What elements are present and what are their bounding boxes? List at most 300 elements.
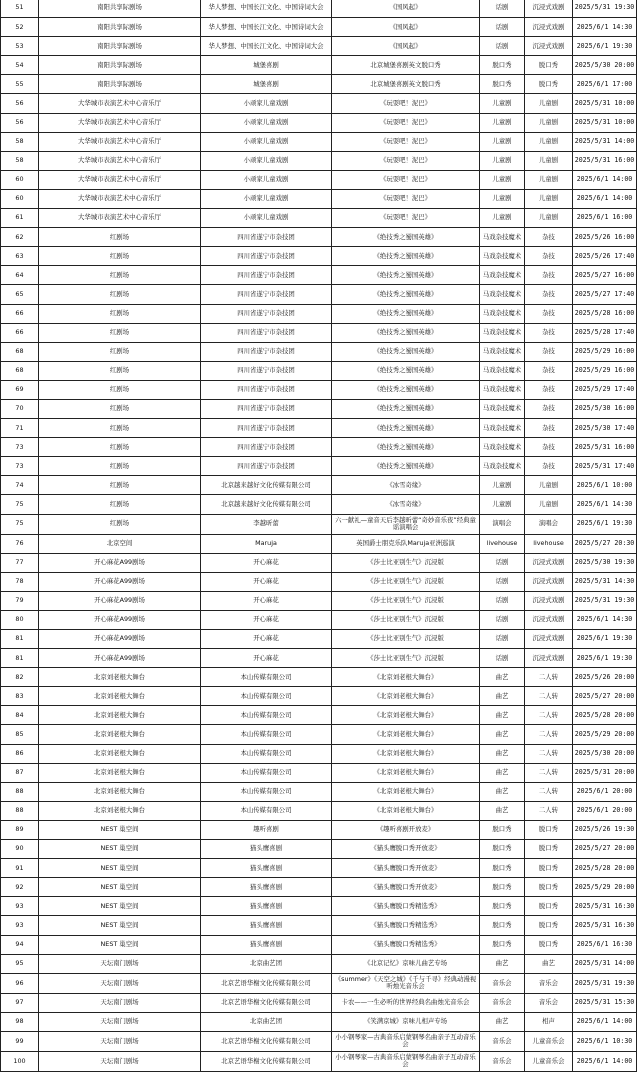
genre-cell: 儿童剧 [525, 113, 573, 132]
row-number: 96 [1, 973, 39, 993]
row-number: 93 [1, 897, 39, 916]
table-row [1, 610, 637, 629]
category-cell: 话剧 [480, 553, 525, 572]
datetime-cell: 2025/5/31 14:30 [573, 572, 637, 591]
genre-cell: 二人转 [525, 668, 573, 687]
table-row [1, 1031, 637, 1051]
genre-cell: 二人转 [525, 687, 573, 706]
category-cell: 话剧 [480, 0, 525, 18]
row-number: 60 [1, 189, 39, 208]
organizer-cell: 四川省遂宁市杂技团 [201, 361, 332, 380]
venue-cell: 开心麻花A99剧场 [39, 630, 201, 649]
genre-cell: 儿童音乐会 [525, 1031, 573, 1051]
table-row [1, 209, 637, 228]
table-row [1, 820, 637, 839]
genre-cell: 杂技 [525, 380, 573, 399]
row-number: 62 [1, 228, 39, 247]
row-number: 61 [1, 209, 39, 228]
category-cell: 脱口秀 [480, 897, 525, 916]
organizer-cell: 猫头鹰喜剧 [201, 859, 332, 878]
genre-cell: 沉浸式戏剧 [525, 572, 573, 591]
table-row [1, 859, 637, 878]
organizer-cell: 四川省遂宁市杂技团 [201, 247, 332, 266]
genre-cell: 脱口秀 [525, 75, 573, 94]
organizer-cell: 猫头鹰喜剧 [201, 840, 332, 859]
venue-cell: 红剧场 [39, 495, 201, 514]
venue-cell: 天坛南门剧场 [39, 993, 201, 1012]
genre-cell: 杂技 [525, 342, 573, 361]
row-number: 88 [1, 801, 39, 820]
category-cell: 脱口秀 [480, 916, 525, 935]
genre-cell: 儿童剧 [525, 495, 573, 514]
organizer-cell: 猫头鹰喜剧 [201, 935, 332, 954]
category-cell: 曲艺 [480, 801, 525, 820]
organizer-cell: 猫头鹰喜剧 [201, 878, 332, 897]
venue-cell: 开心麻花A99剧场 [39, 610, 201, 629]
table-row [1, 247, 637, 266]
datetime-cell: 2025/5/30 19:30 [573, 553, 637, 572]
table-row [1, 572, 637, 591]
category-cell: 马戏杂技魔术 [480, 323, 525, 342]
venue-cell: 南阳共享际剧场 [39, 0, 201, 18]
venue-cell: 南阳共享际剧场 [39, 56, 201, 75]
venue-cell: NEST 巢空间 [39, 820, 201, 839]
table-row [1, 304, 637, 323]
program-cell: 《莎士比亚别生气》沉浸版 [332, 591, 480, 610]
venue-cell: NEST 巢空间 [39, 840, 201, 859]
table-row [1, 0, 637, 18]
genre-cell: 杂技 [525, 247, 573, 266]
genre-cell: 脱口秀 [525, 56, 573, 75]
table-row [1, 266, 637, 285]
program-cell: 《冰雪奇缘》 [332, 495, 480, 514]
category-cell: 马戏杂技魔术 [480, 361, 525, 380]
genre-cell: 儿童剧 [525, 94, 573, 113]
category-cell: 儿童剧 [480, 476, 525, 495]
table-row [1, 935, 637, 954]
organizer-cell: 李越昕蕾 [201, 514, 332, 534]
datetime-cell: 2025/6/1 20:00 [573, 801, 637, 820]
program-cell: 北京城堡喜剧英文脱口秀 [332, 56, 480, 75]
genre-cell: 二人转 [525, 801, 573, 820]
datetime-cell: 2025/5/29 16:00 [573, 342, 637, 361]
table-row [1, 18, 637, 37]
program-cell: 《玩耍吧！泥巴》 [332, 209, 480, 228]
datetime-cell: 2025/5/26 19:30 [573, 820, 637, 839]
category-cell: 儿童剧 [480, 113, 525, 132]
table-row [1, 840, 637, 859]
datetime-cell: 2025/5/29 16:00 [573, 361, 637, 380]
category-cell: 马戏杂技魔术 [480, 457, 525, 476]
genre-cell: 杂技 [525, 285, 573, 304]
table-row [1, 56, 637, 75]
datetime-cell: 2025/5/31 20:00 [573, 763, 637, 782]
row-number: 53 [1, 37, 39, 56]
venue-cell: 大华城市表演艺术中心音乐厅 [39, 132, 201, 151]
program-cell: 《绝技秀之蜀国英雄》 [332, 228, 480, 247]
venue-cell: 红剧场 [39, 342, 201, 361]
genre-cell: 儿童剧 [525, 151, 573, 170]
category-cell: 曲艺 [480, 1012, 525, 1031]
genre-cell: 脱口秀 [525, 859, 573, 878]
datetime-cell: 2025/6/1 19:30 [573, 649, 637, 668]
venue-cell: 大华城市表演艺术中心音乐厅 [39, 94, 201, 113]
table-row [1, 1012, 637, 1031]
category-cell: livehouse [480, 534, 525, 553]
table-row [1, 591, 637, 610]
datetime-cell: 2025/6/1 14:30 [573, 18, 637, 37]
row-number: 55 [1, 75, 39, 94]
table-row [1, 763, 637, 782]
program-cell: 《绝技秀之蜀国英雄》 [332, 380, 480, 399]
genre-cell: 沉浸式戏剧 [525, 37, 573, 56]
table-row [1, 438, 637, 457]
datetime-cell: 2025/5/30 17:40 [573, 419, 637, 438]
datetime-cell: 2025/6/1 10:00 [573, 476, 637, 495]
venue-cell: 天坛南门剧场 [39, 973, 201, 993]
datetime-cell: 2025/5/27 20:30 [573, 534, 637, 553]
genre-cell: 二人转 [525, 763, 573, 782]
program-cell: 《玩耍吧！泥巴》 [332, 151, 480, 170]
venue-cell: 南阳共享际剧场 [39, 37, 201, 56]
venue-cell: 开心麻花A99剧场 [39, 649, 201, 668]
venue-cell: 北京刘老根大舞台 [39, 801, 201, 820]
organizer-cell: 小顽家儿童戏剧 [201, 170, 332, 189]
table-row [1, 476, 637, 495]
organizer-cell: 四川省遂宁市杂技团 [201, 457, 332, 476]
venue-cell: 北京刘老根大舞台 [39, 706, 201, 725]
genre-cell: 脱口秀 [525, 878, 573, 897]
category-cell: 马戏杂技魔术 [480, 399, 525, 418]
datetime-cell: 2025/6/1 19:30 [573, 630, 637, 649]
program-cell: 《绝技秀之蜀国英雄》 [332, 285, 480, 304]
genre-cell: 脱口秀 [525, 916, 573, 935]
organizer-cell: 华人梦想、中国长江文化、中国诗词大会 [201, 37, 332, 56]
row-number: 58 [1, 151, 39, 170]
datetime-cell: 2025/5/31 16:00 [573, 438, 637, 457]
row-number: 66 [1, 323, 39, 342]
category-cell: 音乐会 [480, 1051, 525, 1071]
organizer-cell: 北京曲艺团 [201, 1012, 332, 1031]
genre-cell: 杂技 [525, 457, 573, 476]
datetime-cell: 2025/5/31 10:00 [573, 94, 637, 113]
genre-cell: 二人转 [525, 782, 573, 801]
category-cell: 儿童剧 [480, 94, 525, 113]
row-number: 51 [1, 0, 39, 18]
table-row [1, 361, 637, 380]
row-number: 70 [1, 399, 39, 418]
datetime-cell: 2025/5/28 17:40 [573, 323, 637, 342]
program-cell: 《北京刘老根大舞台》 [332, 782, 480, 801]
program-cell: 《绝技秀之蜀国英雄》 [332, 399, 480, 418]
category-cell: 话剧 [480, 18, 525, 37]
category-cell: 曲艺 [480, 744, 525, 763]
table-row [1, 323, 637, 342]
venue-cell: 大华城市表演艺术中心音乐厅 [39, 189, 201, 208]
organizer-cell: 本山传媒有限公司 [201, 744, 332, 763]
table-row [1, 993, 637, 1012]
category-cell: 脱口秀 [480, 56, 525, 75]
organizer-cell: 四川省遂宁市杂技团 [201, 399, 332, 418]
row-number: 76 [1, 534, 39, 553]
row-number: 56 [1, 113, 39, 132]
table-row [1, 37, 637, 56]
venue-cell: 红剧场 [39, 304, 201, 323]
venue-cell: NEST 巢空间 [39, 935, 201, 954]
venue-cell: NEST 巢空间 [39, 916, 201, 935]
category-cell: 脱口秀 [480, 935, 525, 954]
datetime-cell: 2025/6/1 16:30 [573, 935, 637, 954]
table-row [1, 189, 637, 208]
datetime-cell: 2025/5/26 16:00 [573, 228, 637, 247]
category-cell: 马戏杂技魔术 [480, 266, 525, 285]
genre-cell: 沉浸式戏剧 [525, 0, 573, 18]
program-cell: 《绝技秀之蜀国英雄》 [332, 438, 480, 457]
organizer-cell: 本山传媒有限公司 [201, 687, 332, 706]
category-cell: 儿童剧 [480, 495, 525, 514]
program-cell: 《莎士比亚别生气》沉浸版 [332, 610, 480, 629]
venue-cell: 红剧场 [39, 323, 201, 342]
program-cell: 小小钢琴家—古典音乐启蒙钢琴名曲亲子互动音乐会 [332, 1051, 480, 1071]
venue-cell: 红剧场 [39, 419, 201, 438]
program-cell: 《玩耍吧！泥巴》 [332, 170, 480, 189]
program-cell: 英国爵士朋克乐队Maruja亚洲巡演 [332, 534, 480, 553]
row-number: 86 [1, 744, 39, 763]
datetime-cell: 2025/6/1 14:30 [573, 495, 637, 514]
row-number: 93 [1, 916, 39, 935]
program-cell: 《莎士比亚别生气》沉浸版 [332, 630, 480, 649]
datetime-cell: 2025/5/31 16:00 [573, 151, 637, 170]
organizer-cell: 小顽家儿童戏剧 [201, 151, 332, 170]
organizer-cell: 小顽家儿童戏剧 [201, 113, 332, 132]
genre-cell: 杂技 [525, 304, 573, 323]
datetime-cell: 2025/6/1 20:00 [573, 782, 637, 801]
category-cell: 话剧 [480, 591, 525, 610]
genre-cell: 儿童剧 [525, 476, 573, 495]
genre-cell: 杂技 [525, 419, 573, 438]
datetime-cell: 2025/5/29 17:40 [573, 380, 637, 399]
category-cell: 曲艺 [480, 687, 525, 706]
venue-cell: 大华城市表演艺术中心音乐厅 [39, 151, 201, 170]
category-cell: 脱口秀 [480, 859, 525, 878]
row-number: 52 [1, 18, 39, 37]
table-row [1, 878, 637, 897]
table-row [1, 973, 637, 993]
row-number: 98 [1, 1012, 39, 1031]
row-number: 100 [1, 1051, 39, 1071]
venue-cell: 南阳共享际剧场 [39, 18, 201, 37]
table-row [1, 954, 637, 973]
program-cell: 《猫头鹰脱口秀开放麦》 [332, 840, 480, 859]
organizer-cell: 华人梦想、中国长江文化、中国诗词大会 [201, 18, 332, 37]
category-cell: 音乐会 [480, 1031, 525, 1051]
program-cell: 卡农——一生必听的世界经典名曲烛光音乐会 [332, 993, 480, 1012]
venue-cell: 红剧场 [39, 266, 201, 285]
genre-cell: 沉浸式戏剧 [525, 553, 573, 572]
organizer-cell: 城堡喜剧 [201, 75, 332, 94]
row-number: 58 [1, 132, 39, 151]
organizer-cell: 四川省遂宁市杂技团 [201, 419, 332, 438]
genre-cell: 音乐会 [525, 973, 573, 993]
venue-cell: 红剧场 [39, 247, 201, 266]
genre-cell: 脱口秀 [525, 820, 573, 839]
venue-cell: 南阳共享际剧场 [39, 75, 201, 94]
table-row [1, 285, 637, 304]
datetime-cell: 2025/5/31 14:00 [573, 132, 637, 151]
category-cell: 脱口秀 [480, 878, 525, 897]
program-cell: 《国风起》 [332, 18, 480, 37]
genre-cell: 沉浸式戏剧 [525, 610, 573, 629]
category-cell: 曲艺 [480, 954, 525, 973]
row-number: 54 [1, 56, 39, 75]
table-row [1, 706, 637, 725]
genre-cell: 儿童剧 [525, 132, 573, 151]
program-cell: 小小钢琴家—古典音乐启蒙钢琴名曲亲子互动音乐会 [332, 1031, 480, 1051]
program-cell: 《猫头鹰脱口秀精选秀》 [332, 935, 480, 954]
datetime-cell: 2025/5/29 20:00 [573, 878, 637, 897]
program-cell: 《莎士比亚别生气》沉浸版 [332, 649, 480, 668]
organizer-cell: 四川省遂宁市杂技团 [201, 228, 332, 247]
organizer-cell: 本山传媒有限公司 [201, 668, 332, 687]
datetime-cell: 2025/6/1 14:00 [573, 189, 637, 208]
category-cell: 曲艺 [480, 725, 525, 744]
datetime-cell: 2025/6/1 14:00 [573, 1012, 637, 1031]
table-row [1, 744, 637, 763]
program-cell: 《国风起》 [332, 37, 480, 56]
datetime-cell: 2025/5/31 16:30 [573, 916, 637, 935]
program-cell: 《绝技秀之蜀国英雄》 [332, 419, 480, 438]
row-number: 79 [1, 591, 39, 610]
category-cell: 演唱会 [480, 514, 525, 534]
program-cell: 《猫头鹰脱口秀开放麦》 [332, 878, 480, 897]
program-cell: 《绝技秀之蜀国英雄》 [332, 361, 480, 380]
category-cell: 脱口秀 [480, 820, 525, 839]
genre-cell: 脱口秀 [525, 935, 573, 954]
datetime-cell: 2025/5/26 17:40 [573, 247, 637, 266]
row-number: 56 [1, 94, 39, 113]
datetime-cell: 2025/5/31 15:30 [573, 993, 637, 1012]
organizer-cell: 城堡喜剧 [201, 56, 332, 75]
venue-cell: NEST 巢空间 [39, 878, 201, 897]
table-row [1, 514, 637, 534]
table-row [1, 495, 637, 514]
row-number: 95 [1, 954, 39, 973]
genre-cell: 杂技 [525, 266, 573, 285]
venue-cell: 红剧场 [39, 285, 201, 304]
genre-cell: 沉浸式戏剧 [525, 630, 573, 649]
program-cell: 《笑满京城》京味儿相声专场 [332, 1012, 480, 1031]
table-row [1, 668, 637, 687]
venue-cell: 天坛南门剧场 [39, 1012, 201, 1031]
datetime-cell: 2025/5/31 14:00 [573, 954, 637, 973]
category-cell: 儿童剧 [480, 209, 525, 228]
row-number: 60 [1, 170, 39, 189]
organizer-cell: 北京艺语华榭文化传媒有限公司 [201, 1031, 332, 1051]
genre-cell: 演唱会 [525, 514, 573, 534]
row-number: 74 [1, 476, 39, 495]
venue-cell: 天坛南门剧场 [39, 954, 201, 973]
organizer-cell: 小顽家儿童戏剧 [201, 209, 332, 228]
program-cell: 《绝技秀之蜀国英雄》 [332, 342, 480, 361]
genre-cell: 杂技 [525, 323, 573, 342]
category-cell: 马戏杂技魔术 [480, 228, 525, 247]
organizer-cell: Maruja [201, 534, 332, 553]
venue-cell: 大华城市表演艺术中心音乐厅 [39, 209, 201, 228]
organizer-cell: 四川省遂宁市杂技团 [201, 438, 332, 457]
program-cell: 《北京刘老根大舞台》 [332, 801, 480, 820]
table-row [1, 132, 637, 151]
table-row [1, 342, 637, 361]
row-number: 68 [1, 361, 39, 380]
venue-cell: 北京刘老根大舞台 [39, 763, 201, 782]
organizer-cell: 开心麻花 [201, 591, 332, 610]
row-number: 97 [1, 993, 39, 1012]
row-number: 65 [1, 285, 39, 304]
table-row [1, 151, 637, 170]
datetime-cell: 2025/6/1 16:00 [573, 209, 637, 228]
row-number: 91 [1, 859, 39, 878]
organizer-cell: 开心麻花 [201, 630, 332, 649]
table-row [1, 630, 637, 649]
category-cell: 音乐会 [480, 993, 525, 1012]
program-cell: 《莎士比亚别生气》沉浸版 [332, 572, 480, 591]
table-row [1, 399, 637, 418]
venue-cell: 红剧场 [39, 438, 201, 457]
table-row [1, 1051, 637, 1071]
datetime-cell: 2025/5/31 16:30 [573, 897, 637, 916]
program-cell: 《北京刘老根大舞台》 [332, 744, 480, 763]
category-cell: 曲艺 [480, 706, 525, 725]
genre-cell: 沉浸式戏剧 [525, 649, 573, 668]
organizer-cell: 开心麻花 [201, 572, 332, 591]
row-number: 88 [1, 782, 39, 801]
venue-cell: NEST 巢空间 [39, 859, 201, 878]
organizer-cell: 本山传媒有限公司 [201, 763, 332, 782]
genre-cell: 脱口秀 [525, 897, 573, 916]
genre-cell: 儿童剧 [525, 189, 573, 208]
datetime-cell: 2025/5/31 17:40 [573, 457, 637, 476]
datetime-cell: 2025/5/27 16:00 [573, 266, 637, 285]
venue-cell: 天坛南门剧场 [39, 1031, 201, 1051]
genre-cell: 杂技 [525, 228, 573, 247]
table-row [1, 916, 637, 935]
genre-cell: 二人转 [525, 744, 573, 763]
venue-cell: 大华城市表演艺术中心音乐厅 [39, 113, 201, 132]
row-number: 85 [1, 725, 39, 744]
organizer-cell: 本山传媒有限公司 [201, 725, 332, 744]
datetime-cell: 2025/6/1 14:00 [573, 1051, 637, 1071]
venue-cell: 红剧场 [39, 457, 201, 476]
program-cell: 《玩耍吧！泥巴》 [332, 113, 480, 132]
venue-cell: 红剧场 [39, 228, 201, 247]
datetime-cell: 2025/5/31 19:30 [573, 0, 637, 18]
table-row [1, 897, 637, 916]
program-cell: 《莎士比亚别生气》沉浸版 [332, 553, 480, 572]
program-cell: 《北京刘老根大舞台》 [332, 725, 480, 744]
genre-cell: 儿童音乐会 [525, 1051, 573, 1071]
genre-cell: 二人转 [525, 725, 573, 744]
venue-cell: 开心麻花A99剧场 [39, 591, 201, 610]
row-number: 94 [1, 935, 39, 954]
program-cell: 《玩耍吧！泥巴》 [332, 189, 480, 208]
organizer-cell: 北京越来越好文化传媒有限公司 [201, 495, 332, 514]
venue-cell: 开心麻花A99剧场 [39, 553, 201, 572]
datetime-cell: 2025/6/1 19:30 [573, 514, 637, 534]
program-cell: 《北京刘老根大舞台》 [332, 763, 480, 782]
organizer-cell: 猫头鹰喜剧 [201, 916, 332, 935]
program-cell: 《北京刘老根大舞台》 [332, 706, 480, 725]
category-cell: 曲艺 [480, 668, 525, 687]
